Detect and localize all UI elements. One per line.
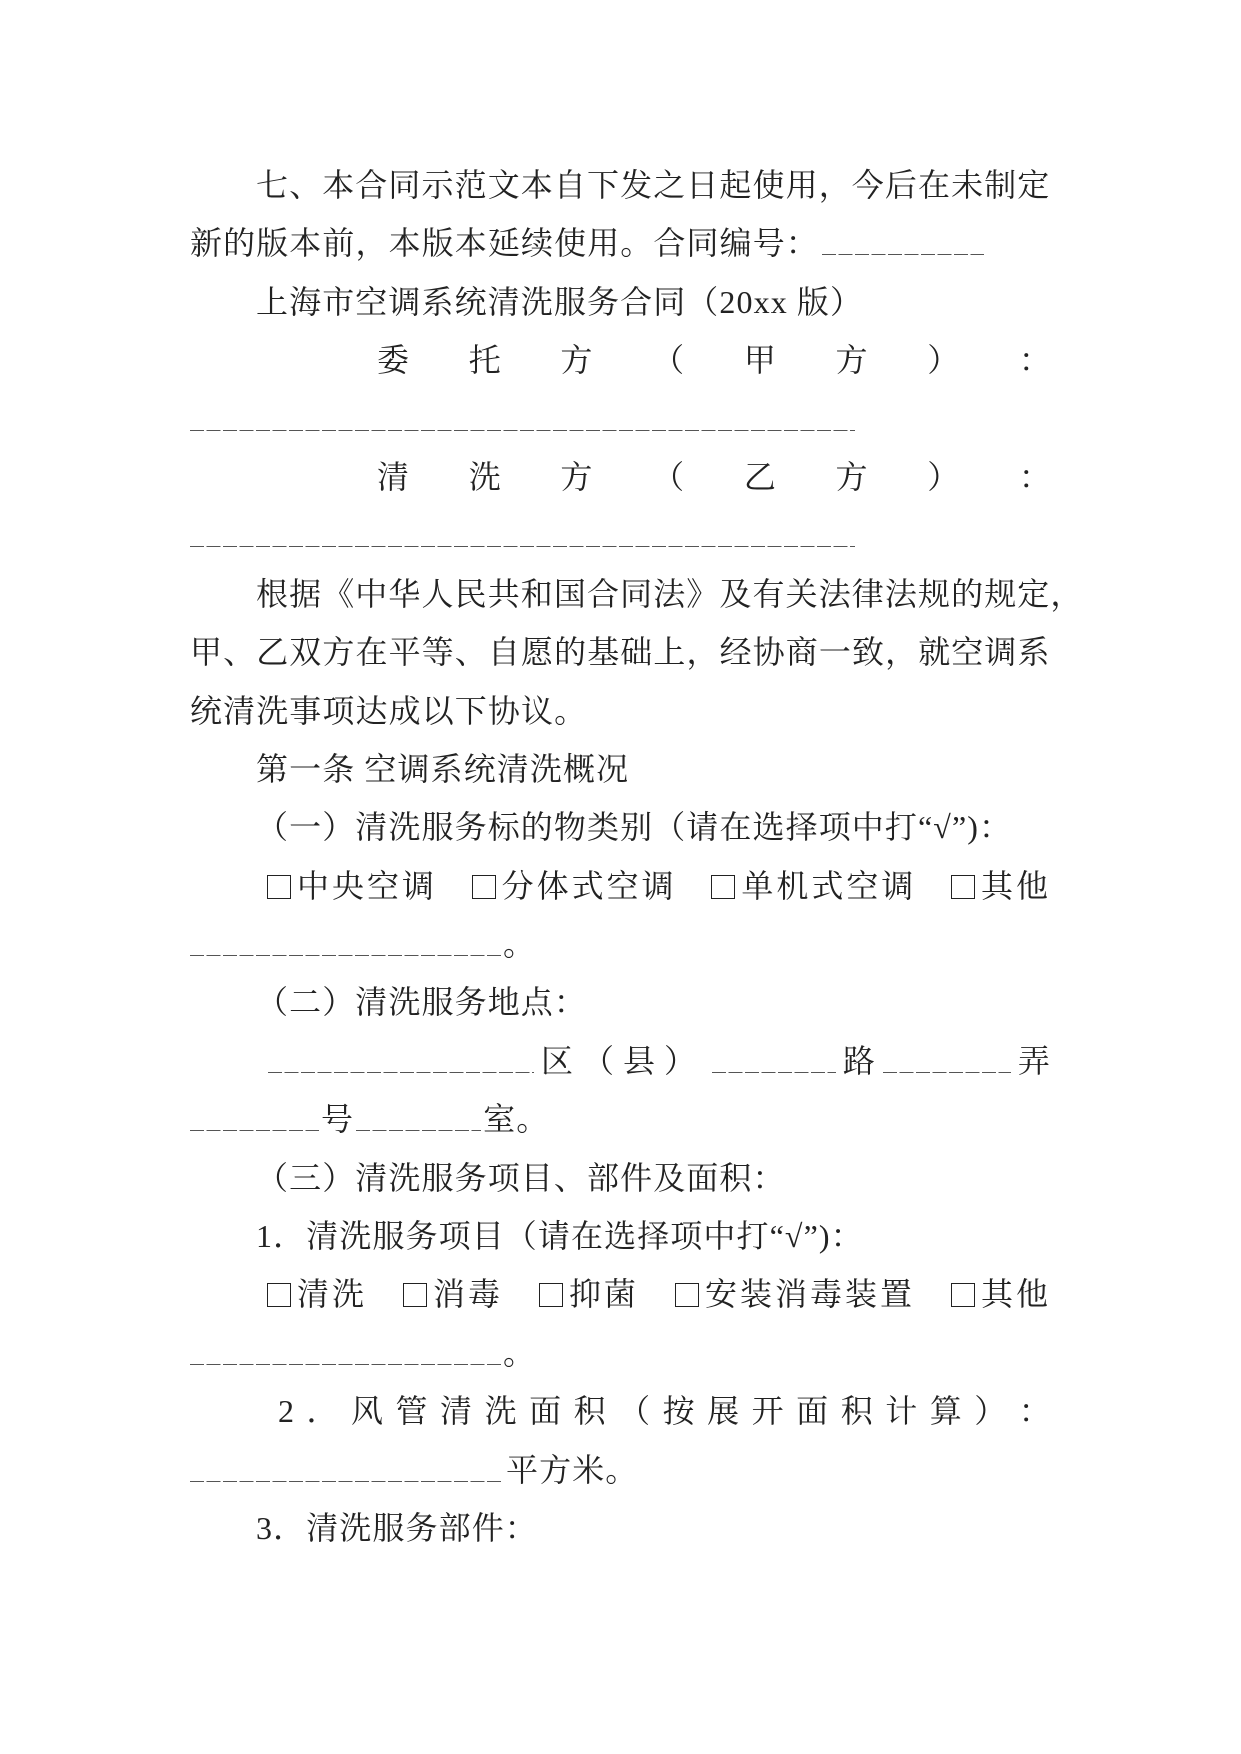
spaced-char: 积 (573, 1393, 606, 1430)
preamble-line-1 (0, 156, 1241, 214)
recital-line-2 (0, 623, 1241, 681)
contract-number-line (0, 214, 1241, 272)
party-a-blank (190, 390, 855, 431)
room-label: 室。 (483, 1101, 550, 1138)
spaced-char: 清 (377, 458, 410, 495)
sentence-end: 。 (503, 1334, 537, 1371)
option-other (949, 1265, 1051, 1323)
recital-text: 甲、乙双方在平等、自愿的基础上，经协商一致，就空调系 (190, 634, 1051, 671)
spaced-char: ： (1018, 458, 1051, 495)
option-disinfection (401, 1265, 503, 1323)
sub-item-2-label (278, 1382, 1051, 1440)
option-label: 抑菌 (568, 1276, 639, 1313)
checkbox-icon (951, 875, 975, 899)
option-label: 清洗 (297, 1276, 368, 1313)
spaced-char: 面 (796, 1393, 829, 1430)
spaced-char: 委 (377, 342, 410, 379)
duct-area-blank-row (0, 1441, 1241, 1499)
item-3-label: （三）清洗服务项目、部件及面积： (256, 1159, 786, 1196)
item-1-options-row (0, 857, 1241, 915)
party-b-label (377, 448, 1051, 506)
address-line-1 (0, 1032, 1241, 1090)
sub-item-3-label: 3．清洗服务部件： (256, 1509, 538, 1546)
spaced-char: ） (927, 342, 960, 379)
article-1-heading (0, 740, 1241, 798)
article-heading-text: 第一条 空调系统清洗概况 (256, 750, 630, 787)
party-a-row (0, 331, 1241, 389)
option-other (949, 857, 1051, 915)
spaced-char: 积 (840, 1393, 873, 1430)
other-blank (190, 915, 503, 956)
contract-title (0, 273, 1241, 331)
room-blank (356, 1090, 481, 1131)
sub-item-1-options-row (0, 1265, 1241, 1323)
option-label: 其他 (980, 1276, 1051, 1313)
checkbox-icon (675, 1283, 699, 1307)
sub-item-1-label-row (0, 1207, 1241, 1265)
spaced-char: 方 (560, 458, 593, 495)
spaced-char: 管 (395, 1393, 428, 1430)
option-central-ac (265, 857, 437, 915)
item-3-label-row (0, 1149, 1241, 1207)
option-label: 安装消毒装置 (704, 1276, 915, 1313)
recital-line-1 (0, 565, 1241, 623)
spaced-char: 2 (278, 1393, 294, 1430)
checkbox-icon (951, 1283, 975, 1307)
option-split-ac (470, 857, 677, 915)
item-1-label-row (0, 798, 1241, 856)
option-label: 其他 (980, 867, 1051, 904)
checkbox-icon (267, 875, 291, 899)
spaced-char: 展 (707, 1393, 740, 1430)
option-label: 消毒 (432, 1276, 503, 1313)
spaced-char: （ (618, 1393, 651, 1430)
preamble-text: 七、本合同示范文本自下发之日起使用，今后在未制定 (256, 167, 1051, 203)
spaced-char: 风 (351, 1393, 384, 1430)
spaced-char: （ (652, 458, 685, 495)
item-2-label-row (0, 973, 1241, 1031)
spaced-char: 甲 (743, 342, 776, 379)
spaced-char: 托 (468, 342, 501, 379)
checkbox-icon (267, 1283, 291, 1307)
option-install-disinfection-device (673, 1265, 915, 1323)
contract-document (0, 156, 1241, 1557)
item-1-label: （一）清洗服务标的物类别（请在选择项中打“√”)： (256, 809, 1013, 846)
spaced-char: 方 (835, 458, 868, 495)
party-b-row (0, 448, 1241, 506)
sub-item-1-other-blank-row (0, 1324, 1241, 1382)
option-cleaning (265, 1265, 367, 1323)
spaced-char: 面 (529, 1393, 562, 1430)
other-blank (190, 1324, 503, 1365)
spaced-char: 按 (662, 1393, 695, 1430)
recital-line-3 (0, 682, 1241, 740)
party-b-blank-row (0, 506, 1241, 564)
checkbox-icon (472, 875, 496, 899)
spaced-char: ： (1018, 342, 1051, 379)
district-label: 区（县） (540, 1042, 705, 1079)
spaced-char: 清 (440, 1393, 473, 1430)
checkbox-icon (403, 1283, 427, 1307)
spaced-char: 计 (885, 1393, 918, 1430)
spaced-char: 算 (929, 1393, 962, 1430)
checkbox-icon (711, 875, 735, 899)
spaced-char: ： (1018, 1393, 1051, 1430)
number-blank (190, 1090, 319, 1131)
recital-text: 统清洗事项达成以下协议。 (190, 692, 588, 729)
checkbox-icon (539, 1283, 563, 1307)
sentence-end: 。 (503, 926, 537, 963)
contract-title-text: 上海市空调系统清洗服务合同（20xx 版） (256, 283, 864, 320)
number-label: 号 (321, 1101, 355, 1138)
contract-number-blank (822, 214, 984, 255)
sub-item-1-label: 1．清洗服务项目（请在选择项中打“√”)： (256, 1218, 864, 1255)
district-blank (268, 1032, 534, 1073)
spaced-char: 开 (751, 1393, 784, 1430)
preamble-text: 新的版本前，本版本延续使用。合同编号： (190, 225, 819, 262)
option-label: 分体式空调 (501, 867, 677, 904)
spaced-char: 洗 (468, 458, 501, 495)
spaced-char: 方 (560, 342, 593, 379)
lane-blank (883, 1032, 1011, 1073)
spaced-char: （ (652, 342, 685, 379)
address-line-2 (0, 1090, 1241, 1148)
spaced-char: ） (974, 1393, 1007, 1430)
party-b-blank (190, 506, 855, 547)
sub-item-2-label-row (0, 1382, 1241, 1440)
option-label: 中央空调 (297, 867, 438, 904)
spaced-char: 乙 (743, 458, 776, 495)
party-a-blank-row (0, 390, 1241, 448)
area-unit: 平方米。 (506, 1451, 639, 1488)
option-unit-ac (709, 857, 916, 915)
option-label: 单机式空调 (741, 867, 917, 904)
spaced-char: ） (927, 458, 960, 495)
party-a-label (377, 331, 1051, 389)
road-label: 路 (842, 1042, 876, 1079)
duct-area-blank (190, 1441, 503, 1482)
option-antibacterial (537, 1265, 639, 1323)
item-1-other-blank-row (0, 915, 1241, 973)
recital-text: 根据《中华人民共和国合同法》及有关法律法规的规定， (256, 575, 1084, 612)
road-blank (712, 1032, 836, 1073)
spaced-char: ． (306, 1393, 339, 1430)
spaced-char: 方 (835, 342, 868, 379)
lane-label: 弄 (1017, 1042, 1051, 1079)
sub-item-3-label-row (0, 1499, 1241, 1557)
spaced-char: 洗 (484, 1393, 517, 1430)
item-2-label: （二）清洗服务地点： (256, 984, 588, 1021)
